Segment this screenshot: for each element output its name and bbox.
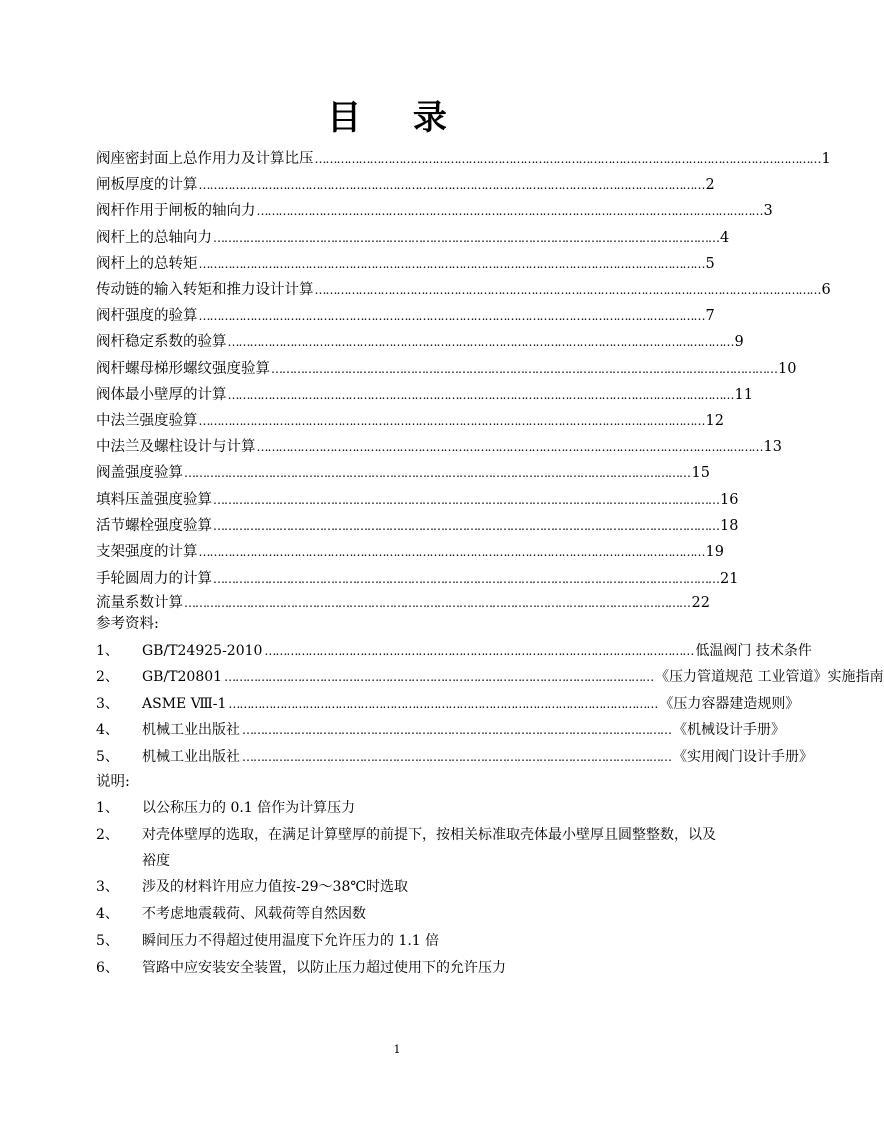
reference-number: 2、 [96, 669, 119, 685]
toc-leader-dots: ………………………………………………………………………………………………………………………… [213, 493, 719, 507]
reference-leader-dots: ……………………………………………………………………………………………………… [224, 670, 654, 684]
note-number: 4、 [96, 906, 119, 922]
note-item [96, 795, 726, 821]
notes-heading: 说明: [96, 774, 130, 790]
toc-leader-dots: ………………………………………………………………………………………………………………………… [198, 414, 705, 428]
reference-number: 1、 [96, 643, 119, 659]
toc-entry[interactable] [96, 535, 724, 561]
toc-entry[interactable] [96, 247, 715, 273]
reference-leader-dots: ……………………………………………………………………………………………………… [264, 644, 694, 658]
toc-leader-dots: ………………………………………………………………………………………………………………………… [198, 309, 705, 323]
toc-entry-label: 中法兰强度验算 [96, 413, 198, 429]
note-text: 瞬间压力不得超过使用温度下允许压力的 1.1 倍 [142, 933, 440, 949]
page-title: 目 录 [327, 98, 467, 138]
toc-entry-label: 手轮圆周力的计算 [96, 571, 212, 587]
note-item [96, 874, 726, 900]
reference-title: 《压力容器建造规则》 [659, 696, 800, 712]
toc-entry-page: 21 [720, 571, 739, 587]
note-text: 管路中应安装安全装置，以防止压力超过使用下的允许压力 [142, 960, 506, 976]
note-number: 6、 [96, 960, 119, 976]
note-item [96, 928, 726, 954]
reference-number: 3、 [96, 696, 119, 712]
toc-entry-label: 阀杆上的总转矩 [96, 256, 198, 272]
reference-source: GB/T20801 [142, 669, 223, 685]
reference-item [96, 687, 800, 713]
toc-entry[interactable] [96, 509, 739, 535]
toc-entry-page: 4 [720, 230, 730, 246]
toc-entry-page: 15 [691, 465, 710, 481]
note-text: 对壳体壁厚的选取，在满足计算壁厚的前提下，按相关标准取壳体最小壁厚且圆整整数，以及裕度 [142, 827, 716, 869]
note-text: 以公称压力的 0.1 倍作为计算压力 [142, 800, 356, 816]
toc-entry-label: 流量系数计算 [96, 595, 183, 611]
reference-source: ASME Ⅷ-1 [142, 696, 227, 712]
references-heading: 参考资料: [96, 616, 159, 632]
toc-entry[interactable] [96, 378, 753, 404]
note-number: 5、 [96, 933, 119, 949]
toc-leader-dots: ………………………………………………………………………………………………………………………… [198, 545, 705, 559]
toc-entry-label: 阀杆强度的验算 [96, 308, 198, 324]
toc-entry[interactable] [96, 352, 797, 378]
toc-entry[interactable] [96, 325, 744, 351]
toc-entry-label: 阀体最小壁厚的计算 [96, 387, 227, 403]
reference-item [96, 634, 812, 660]
toc-entry[interactable] [96, 299, 715, 325]
toc-entry-label: 中法兰及螺柱设计与计算 [96, 439, 256, 455]
toc-entry[interactable] [96, 404, 724, 430]
toc-entry-page: 13 [763, 439, 782, 455]
toc-entry[interactable] [96, 194, 773, 220]
toc-entry-label: 支架强度的计算 [96, 544, 198, 560]
toc-entry[interactable] [96, 586, 710, 612]
toc-entry-page: 12 [705, 413, 724, 429]
toc-entry[interactable] [96, 562, 739, 588]
toc-entry[interactable] [96, 273, 831, 299]
toc-leader-dots: ………………………………………………………………………………………………………………………… [198, 178, 705, 192]
toc-leader-dots: ………………………………………………………………………………………………………………………… [184, 596, 690, 610]
reference-number: 5、 [96, 749, 119, 765]
reference-title: 《实用阀门设计手册》 [673, 749, 813, 765]
toc-entry[interactable] [96, 221, 730, 247]
reference-item [96, 740, 813, 766]
reference-title: 低温阀门 技术条件 [695, 643, 812, 659]
note-text: 不考虑地震载荷、风载荷等自然因数 [142, 906, 366, 922]
toc-entry-page: 22 [691, 595, 710, 611]
note-number: 2、 [96, 827, 119, 843]
toc-leader-dots: ………………………………………………………………………………………………………………………… [213, 519, 719, 533]
toc-entry-page: 2 [705, 177, 715, 193]
toc-entry-label: 阀杆稳定系数的验算 [96, 334, 227, 350]
toc-entry-label: 传动链的输入转矩和推力设计计算 [96, 282, 314, 298]
toc-leader-dots: ………………………………………………………………………………………………………………………… [314, 152, 821, 166]
reference-item [96, 713, 785, 739]
toc-entry[interactable] [96, 430, 782, 456]
toc-entry-page: 1 [821, 151, 831, 167]
reference-title: 《机械设计手册》 [673, 722, 785, 738]
toc-entry-page: 10 [778, 361, 797, 377]
toc-entry[interactable] [96, 142, 831, 168]
toc-leader-dots: ………………………………………………………………………………………………………………………… [213, 231, 719, 245]
toc-leader-dots: ………………………………………………………………………………………………………………………… [227, 335, 734, 349]
toc-entry-page: 19 [705, 544, 724, 560]
reference-leader-dots: ……………………………………………………………………………………………………… [242, 750, 671, 764]
reference-title: 《压力管道规范 工业管道》实施指南 [655, 669, 884, 685]
toc-entry-label: 活节螺栓强度验算 [96, 518, 212, 534]
reference-source: GB/T24925-2010 [142, 643, 263, 659]
toc-entry-page: 7 [705, 308, 715, 324]
note-item [96, 822, 726, 874]
reference-leader-dots: ……………………………………………………………………………………………………… [242, 723, 671, 737]
toc-entry-page: 3 [763, 203, 773, 219]
note-text: 涉及的材料许用应力值按-29～38℃时选取 [142, 879, 409, 895]
toc-leader-dots: ………………………………………………………………………………………………………………………… [227, 388, 734, 402]
note-number: 3、 [96, 879, 119, 895]
toc-entry-label: 阀杆螺母梯形螺纹强度验算 [96, 361, 270, 377]
toc-entry-page: 11 [734, 387, 753, 403]
toc-leader-dots: ………………………………………………………………………………………………………………………… [271, 362, 777, 376]
toc-leader-dots: ………………………………………………………………………………………………………………………… [314, 283, 821, 297]
note-item [96, 955, 726, 981]
toc-entry-label: 阀杆上的总轴向力 [96, 230, 212, 246]
reference-source: 机械工业出版社 [142, 749, 240, 765]
reference-leader-dots: ……………………………………………………………………………………………………… [228, 697, 658, 711]
toc-entry-label: 阀盖强度验算 [96, 465, 183, 481]
toc-entry[interactable] [96, 483, 739, 509]
toc-entry-page: 9 [734, 334, 744, 350]
toc-entry-page: 5 [705, 256, 715, 272]
toc-entry-label: 填料压盖强度验算 [96, 492, 212, 508]
toc-entry-label: 阀座密封面上总作用力及计算比压 [96, 151, 314, 167]
toc-leader-dots: ………………………………………………………………………………………………………………………… [198, 257, 705, 271]
reference-item [96, 660, 884, 686]
page-number: 1 [393, 1043, 401, 1056]
toc-leader-dots: ………………………………………………………………………………………………………………………… [213, 572, 719, 586]
note-item [96, 901, 726, 927]
toc-entry-page: 16 [720, 492, 739, 508]
toc-entry-page: 18 [720, 518, 739, 534]
toc-leader-dots: ………………………………………………………………………………………………………………………… [184, 466, 690, 480]
toc-entry[interactable] [96, 168, 715, 194]
toc-entry-label: 闸板厚度的计算 [96, 177, 198, 193]
toc-entry-page: 6 [821, 282, 831, 298]
note-number: 1、 [96, 800, 119, 816]
reference-source: 机械工业出版社 [142, 722, 240, 738]
toc-entry[interactable] [96, 456, 710, 482]
toc-leader-dots: ………………………………………………………………………………………………………………………… [256, 440, 763, 454]
reference-number: 4、 [96, 722, 119, 738]
toc-leader-dots: ………………………………………………………………………………………………………………………… [256, 204, 763, 218]
toc-entry-label: 阀杆作用于闸板的轴向力 [96, 203, 256, 219]
